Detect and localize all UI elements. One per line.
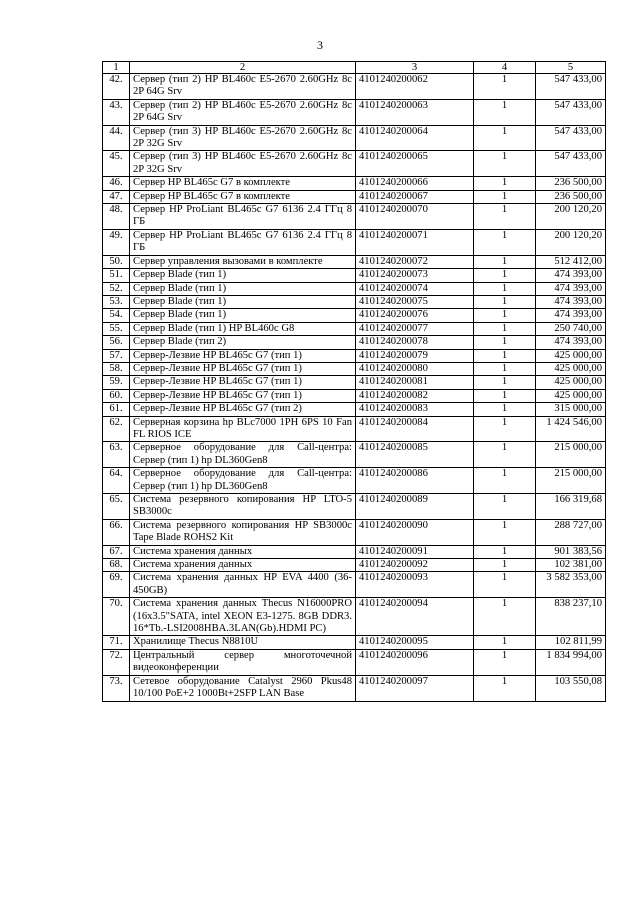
item-name: Сервер HP BL465c G7 в комплекте [130, 177, 356, 190]
table-row [103, 151, 606, 177]
table-row [103, 255, 606, 268]
table-row [103, 336, 606, 349]
inventory-code: 4101240200090 [356, 519, 474, 545]
quantity: 1 [474, 519, 536, 545]
cost: 474 393,00 [536, 282, 606, 295]
inventory-code: 4101240200081 [356, 376, 474, 389]
row-number: 56. [103, 336, 130, 349]
item-name: Сервер (тип 3) HP BL460c E5-2670 2.60GHz 8c 2P 32G Srv [130, 151, 356, 177]
row-number: 72. [103, 649, 130, 675]
cost: 215 000,00 [536, 442, 606, 468]
cost: 103 550,08 [536, 675, 606, 701]
item-name: Серверное оборудование для Call-центра: Сервер (тип 1) hp DL360Gen8 [130, 442, 356, 468]
table-row [103, 269, 606, 282]
table-row [103, 675, 606, 701]
inventory-code: 4101240200097 [356, 675, 474, 701]
cost: 166 319,68 [536, 494, 606, 520]
inventory-code: 4101240200065 [356, 151, 474, 177]
inventory-code: 4101240200071 [356, 229, 474, 255]
inventory-code: 4101240200072 [356, 255, 474, 268]
row-number: 42. [103, 74, 130, 100]
item-name: Серверное оборудование для Call-центра: Сервер (тип 1) hp DL360Gen8 [130, 468, 356, 494]
item-name: Сервер HP ProLiant BL465c G7 6136 2.4 ГГц 8 ГБ [130, 204, 356, 230]
quantity: 1 [474, 269, 536, 282]
cost: 1 424 546,00 [536, 416, 606, 442]
item-name: Система хранения данных Thecus N16000PRO (16x3.5"SATA, intel XEON E3-1275. 8GB DDR3. 16*Tb.-LSI2008HBA.3LAN(Gb).HDMI PC) [130, 598, 356, 636]
inventory-code: 4101240200074 [356, 282, 474, 295]
inventory-code: 4101240200091 [356, 545, 474, 558]
row-number: 70. [103, 598, 130, 636]
item-name: Сервер Blade (тип 1) [130, 269, 356, 282]
row-number: 58. [103, 362, 130, 375]
row-number: 61. [103, 403, 130, 416]
item-name: Сервер-Лезвие HP BL465c G7 (тип 1) [130, 362, 356, 375]
cost: 200 120,20 [536, 204, 606, 230]
item-name: Сервер Blade (тип 1) [130, 295, 356, 308]
item-name: Система хранения данных HP EVA 4400 (36-450GB) [130, 572, 356, 598]
table-row [103, 403, 606, 416]
inventory-table [102, 61, 606, 702]
item-name: Сервер-Лезвие HP BL465c G7 (тип 1) [130, 349, 356, 362]
cost: 474 393,00 [536, 336, 606, 349]
quantity: 1 [474, 282, 536, 295]
row-number: 57. [103, 349, 130, 362]
item-name: Сервер Blade (тип 1) [130, 282, 356, 295]
cost: 425 000,00 [536, 389, 606, 402]
cost: 236 500,00 [536, 177, 606, 190]
row-number: 51. [103, 269, 130, 282]
item-name: Сервер-Лезвие HP BL465c G7 (тип 2) [130, 403, 356, 416]
row-number: 54. [103, 309, 130, 322]
table-row [103, 177, 606, 190]
quantity: 1 [474, 572, 536, 598]
inventory-code: 4101240200063 [356, 99, 474, 125]
quantity: 1 [474, 322, 536, 335]
quantity: 1 [474, 494, 536, 520]
table-row [103, 598, 606, 636]
item-name: Система резервного копирования HP SB3000c Tape Blade ROHS2 Kit [130, 519, 356, 545]
inventory-code: 4101240200089 [356, 494, 474, 520]
row-number: 64. [103, 468, 130, 494]
inventory-code: 4101240200095 [356, 636, 474, 649]
row-number: 55. [103, 322, 130, 335]
row-number: 43. [103, 99, 130, 125]
cost: 3 582 353,00 [536, 572, 606, 598]
item-name: Сервер Blade (тип 1) HP BL460c G8 [130, 322, 356, 335]
table-row [103, 519, 606, 545]
row-number: 65. [103, 494, 130, 520]
cost: 288 727,00 [536, 519, 606, 545]
table-row [103, 74, 606, 100]
row-number: 48. [103, 204, 130, 230]
quantity: 1 [474, 74, 536, 100]
quantity: 1 [474, 362, 536, 375]
quantity: 1 [474, 336, 536, 349]
table-row [103, 282, 606, 295]
quantity: 1 [474, 649, 536, 675]
inventory-code: 4101240200086 [356, 468, 474, 494]
quantity: 1 [474, 403, 536, 416]
inventory-code: 4101240200080 [356, 362, 474, 375]
row-number: 53. [103, 295, 130, 308]
table-row [103, 572, 606, 598]
quantity: 1 [474, 125, 536, 151]
row-number: 62. [103, 416, 130, 442]
cost: 102 811,99 [536, 636, 606, 649]
inventory-code: 4101240200093 [356, 572, 474, 598]
quantity: 1 [474, 442, 536, 468]
quantity: 1 [474, 295, 536, 308]
quantity: 1 [474, 190, 536, 203]
item-name: Сервер (тип 3) HP BL460c E5-2670 2.60GHz 8c 2P 32G Srv [130, 125, 356, 151]
quantity: 1 [474, 204, 536, 230]
inventory-code: 4101240200092 [356, 559, 474, 572]
quantity: 1 [474, 349, 536, 362]
cost: 474 393,00 [536, 269, 606, 282]
cost: 547 433,00 [536, 74, 606, 100]
inventory-code: 4101240200082 [356, 389, 474, 402]
item-name: Центральный сервер многоточечной видеоконференции [130, 649, 356, 675]
table-row [103, 545, 606, 558]
column-header-number: 1 [103, 62, 130, 74]
table-row [103, 636, 606, 649]
item-name: Хранилище Thecus N8810U [130, 636, 356, 649]
inventory-code: 4101240200067 [356, 190, 474, 203]
table-row [103, 468, 606, 494]
cost: 315 000,00 [536, 403, 606, 416]
quantity: 1 [474, 389, 536, 402]
cost: 250 740,00 [536, 322, 606, 335]
quantity: 1 [474, 229, 536, 255]
quantity: 1 [474, 151, 536, 177]
cost: 102 381,00 [536, 559, 606, 572]
inventory-code: 4101240200096 [356, 649, 474, 675]
item-name: Серверная корзина hp BLc7000 1PH 6PS 10 Fan FL RIOS ICE [130, 416, 356, 442]
item-name: Система хранения данных [130, 559, 356, 572]
table-header-row [103, 62, 606, 74]
table-row [103, 229, 606, 255]
cost: 512 412,00 [536, 255, 606, 268]
inventory-code: 4101240200094 [356, 598, 474, 636]
item-name: Сервер HP BL465c G7 в комплекте [130, 190, 356, 203]
page-number: 3 [317, 38, 323, 52]
row-number: 67. [103, 545, 130, 558]
quantity: 1 [474, 675, 536, 701]
cost: 236 500,00 [536, 190, 606, 203]
row-number: 50. [103, 255, 130, 268]
table-row [103, 362, 606, 375]
row-number: 69. [103, 572, 130, 598]
inventory-code: 4101240200076 [356, 309, 474, 322]
inventory-code: 4101240200077 [356, 322, 474, 335]
item-name: Сетевое оборудование Catalyst 2960 Pkus48 10/100 PoE+2 1000Bt+2SFP LAN Base [130, 675, 356, 701]
cost: 425 000,00 [536, 362, 606, 375]
table-row [103, 416, 606, 442]
item-name: Сервер Blade (тип 2) [130, 336, 356, 349]
inventory-code: 4101240200070 [356, 204, 474, 230]
quantity: 1 [474, 255, 536, 268]
row-number: 71. [103, 636, 130, 649]
quantity: 1 [474, 636, 536, 649]
table-row [103, 559, 606, 572]
row-number: 63. [103, 442, 130, 468]
row-number: 60. [103, 389, 130, 402]
cost: 838 237,10 [536, 598, 606, 636]
item-name: Сервер (тип 2) HP BL460c E5-2670 2.60GHz 8c 2P 64G Srv [130, 74, 356, 100]
cost: 200 120,20 [536, 229, 606, 255]
inventory-code: 4101240200075 [356, 295, 474, 308]
cost: 547 433,00 [536, 151, 606, 177]
item-name: Сервер (тип 2) HP BL460c E5-2670 2.60GHz 8c 2P 64G Srv [130, 99, 356, 125]
table-row [103, 649, 606, 675]
row-number: 52. [103, 282, 130, 295]
table-row [103, 349, 606, 362]
quantity: 1 [474, 177, 536, 190]
table-row [103, 125, 606, 151]
cost: 901 383,56 [536, 545, 606, 558]
quantity: 1 [474, 309, 536, 322]
table-row [103, 99, 606, 125]
cost: 215 000,00 [536, 468, 606, 494]
inventory-code: 4101240200085 [356, 442, 474, 468]
table-row [103, 322, 606, 335]
table-row [103, 190, 606, 203]
column-header-code: 3 [356, 62, 474, 74]
inventory-code: 4101240200079 [356, 349, 474, 362]
column-header-cost: 5 [536, 62, 606, 74]
inventory-code: 4101240200066 [356, 177, 474, 190]
quantity: 1 [474, 598, 536, 636]
table-row [103, 494, 606, 520]
quantity: 1 [474, 99, 536, 125]
cost: 425 000,00 [536, 349, 606, 362]
cost: 474 393,00 [536, 295, 606, 308]
inventory-code: 4101240200062 [356, 74, 474, 100]
quantity: 1 [474, 559, 536, 572]
row-number: 66. [103, 519, 130, 545]
inventory-code: 4101240200064 [356, 125, 474, 151]
quantity: 1 [474, 416, 536, 442]
table-row [103, 442, 606, 468]
quantity: 1 [474, 545, 536, 558]
item-name: Система хранения данных [130, 545, 356, 558]
row-number: 73. [103, 675, 130, 701]
table-row [103, 376, 606, 389]
table-row [103, 389, 606, 402]
item-name: Сервер-Лезвие HP BL465c G7 (тип 1) [130, 389, 356, 402]
row-number: 49. [103, 229, 130, 255]
inventory-code: 4101240200078 [356, 336, 474, 349]
inventory-code: 4101240200084 [356, 416, 474, 442]
column-header-quantity: 4 [474, 62, 536, 74]
cost: 474 393,00 [536, 309, 606, 322]
row-number: 45. [103, 151, 130, 177]
item-name: Сервер HP ProLiant BL465c G7 6136 2.4 ГГц 8 ГБ [130, 229, 356, 255]
row-number: 47. [103, 190, 130, 203]
table-row [103, 309, 606, 322]
table-row [103, 204, 606, 230]
row-number: 44. [103, 125, 130, 151]
item-name: Система резервного копирования HP LTO-5 SB3000c [130, 494, 356, 520]
quantity: 1 [474, 468, 536, 494]
column-header-name: 2 [130, 62, 356, 74]
item-name: Сервер управления вызовами в комплекте [130, 255, 356, 268]
row-number: 59. [103, 376, 130, 389]
item-name: Сервер-Лезвие HP BL465c G7 (тип 1) [130, 376, 356, 389]
item-name: Сервер Blade (тип 1) [130, 309, 356, 322]
cost: 547 433,00 [536, 125, 606, 151]
inventory-code: 4101240200073 [356, 269, 474, 282]
cost: 547 433,00 [536, 99, 606, 125]
cost: 425 000,00 [536, 376, 606, 389]
inventory-code: 4101240200083 [356, 403, 474, 416]
cost: 1 834 994,00 [536, 649, 606, 675]
row-number: 68. [103, 559, 130, 572]
row-number: 46. [103, 177, 130, 190]
quantity: 1 [474, 376, 536, 389]
table-row [103, 295, 606, 308]
